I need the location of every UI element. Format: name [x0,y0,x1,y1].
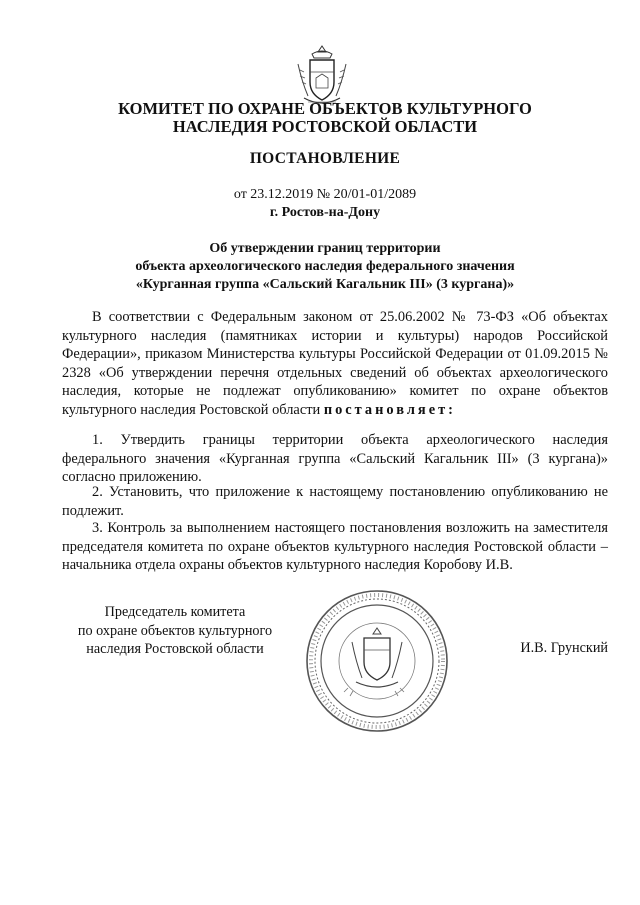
position-line-3: наследия Ростовской области [86,641,264,658]
item-1-paragraph: 1. Утвердить границы территории объекта археологического наследия федерального значения «Курганная группа «Сальский Кагальник III» (3 кургана)» согласно приложению. [62,432,608,486]
signatory-position [40,603,310,659]
item-3-paragraph: 3. Контроль за выполнением настоящего постановления возложить на заместителя председателя комитета по охране объектов культурного наследия Ростовской области – начальника отдела охраны объектов культурного наследия Коробову И.В. [62,520,608,574]
position-line-1: Председатель комитета [104,604,246,620]
resolves-keyword: постановляет: [323,401,456,418]
org-line-2: НАСЛЕДИЯ РОСТОВСКОЙ ОБЛАСТИ [172,117,478,136]
preamble-paragraph [62,308,608,420]
official-seal-icon [304,588,450,734]
subject-line-2: объекта археологического наследия федерального значения [135,259,515,274]
signatory-name: И.В. Грунский [520,640,608,656]
item-2-paragraph: 2. Установить, что приложение к настоящему постановлению опубликованию не подлежит. [62,484,608,519]
document-type-title: ПОСТАНОВЛЕНИЕ [249,150,401,167]
preamble-text: В соответствии с Федеральным законом от 25.06.2002 № 73-ФЗ «Об объектах культурного наследия (памятниках истории и культуры) народов Российской Федерации», приказом Министерства культуры Российской Федерации от 01.09.2015 № 2328 «Об утверждении перечня отдельных сведений об объектах археологического наследия, которые не подлежат опубликованию» комитет по охране объектов культурного наследия Ростовской области [62,309,608,418]
subject-line-1: Об утверждении границ территории [209,241,441,256]
city-of-issue: г. Ростов-на-Дону [269,205,381,220]
issuing-organization [60,100,590,136]
date-and-number: от 23.12.2019 № 20/01-01/2089 [233,187,417,202]
document-subject [60,240,590,294]
org-line-1: КОМИТЕТ ПО ОХРАНЕ ОБЪЕКТОВ КУЛЬТУРНОГО [118,99,532,118]
position-line-2: по охране объектов культурного [77,622,273,639]
subject-line-3: «Курганная группа «Сальский Кагальник III» (3 кургана)» [135,277,515,292]
